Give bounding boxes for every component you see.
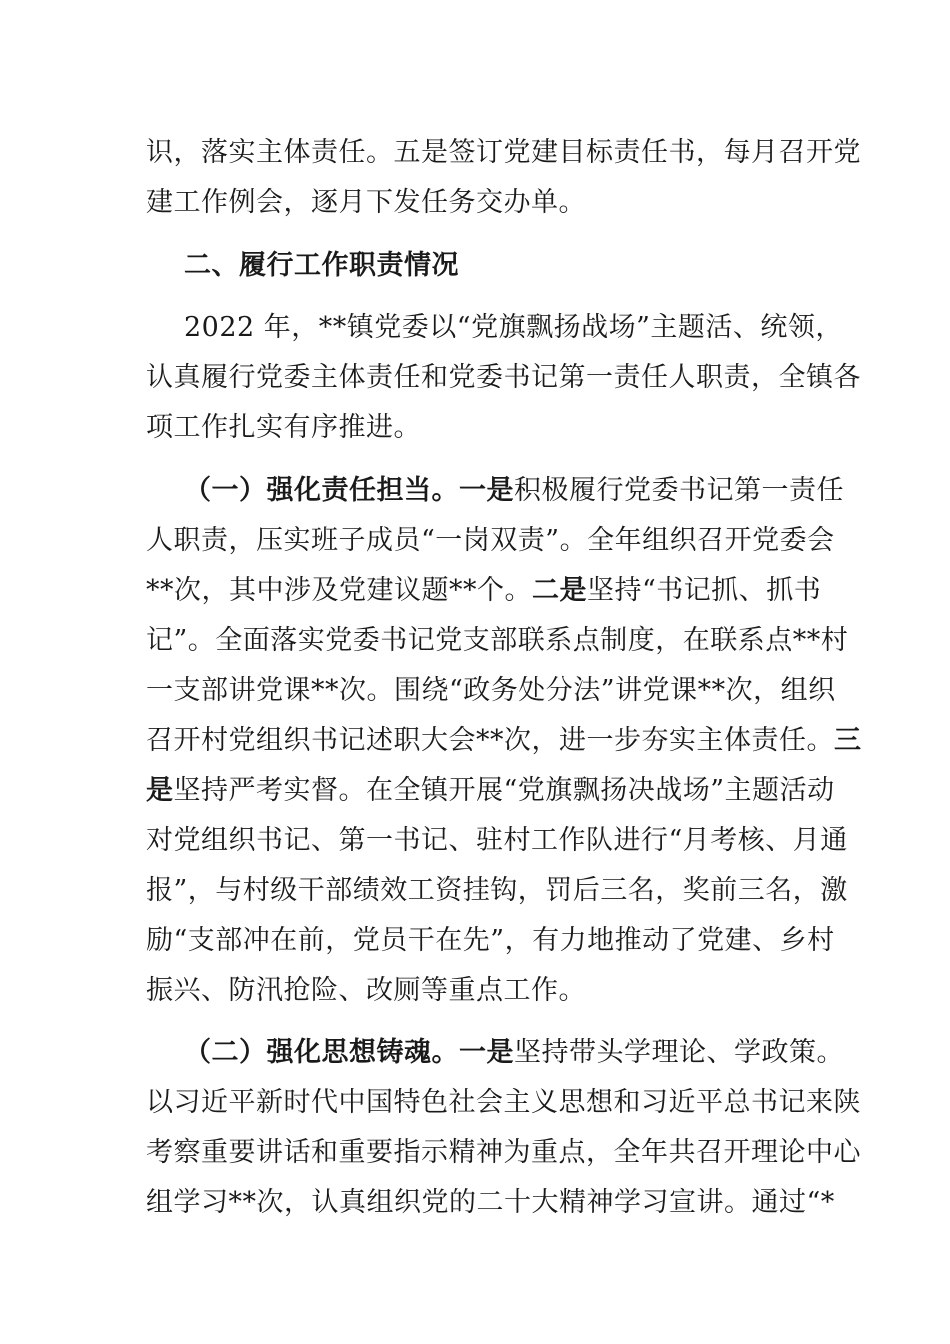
- text-line: [146, 571, 822, 611]
- lead-marker: 一是: [459, 1037, 514, 1068]
- text-line: [146, 771, 835, 811]
- text-line: 一支部讲党课**次。围绕“政务处分法”讲党课**次，组织: [146, 675, 836, 706]
- text-run: 积极履行党委书记第一责任: [514, 475, 844, 506]
- text-line: 以习近平新时代中国特色社会主义思想和习近平总书记来陕: [146, 1087, 861, 1118]
- text-run: 坚持“书记抓、抓书: [587, 575, 822, 606]
- lead-marker: 是: [146, 775, 174, 806]
- text-line: [146, 721, 862, 761]
- text-line: 报”，与村级干部绩效工资挂钩，罚后三名，奖前三名，激: [146, 875, 848, 906]
- text-line: 认真履行党委主体责任和党委书记第一责任人职责，全镇各: [146, 362, 861, 393]
- text-line: 组学习**次，认真组织党的二十大精神学习宣讲。通过“*: [146, 1187, 835, 1218]
- lead-marker: 二是: [532, 575, 587, 606]
- text-run: 召开村党组织书记述职大会**次，进一步夯实主体责任。: [146, 725, 834, 756]
- subsection-heading: （二）强化思想铸魂。: [184, 1037, 459, 1068]
- text-line: 记”。全面落实党委书记党支部联系点制度，在联系点**村: [146, 625, 849, 656]
- text-run: **次，其中涉及党建议题**个。: [146, 575, 532, 606]
- text-run: 坚持严考实督。在全镇开展“党旗飘扬决战场”主题活动: [173, 775, 835, 806]
- text-line: 建工作例会，逐月下发任务交办单。: [146, 187, 586, 218]
- text-run: 坚持带头学理论、学政策。: [514, 1037, 844, 1068]
- paragraph-first-line: [184, 1033, 844, 1073]
- paragraph-first-line: [184, 471, 844, 511]
- lead-marker: 一是: [459, 475, 514, 506]
- text-line: 励“支部冲在前，党员干在先”，有力地推动了党建、乡村: [146, 925, 835, 956]
- text-line: 2022 年，**镇党委以“党旗飘扬战场”主题活、统领，: [184, 312, 843, 343]
- section-heading: 二、履行工作职责情况: [184, 250, 459, 281]
- text-line: 考察重要讲话和重要指示精神为重点，全年共召开理论中心: [146, 1137, 861, 1168]
- lead-marker: 三: [834, 725, 862, 756]
- text-line: 对党组织书记、第一书记、驻村工作队进行“月考核、月通: [146, 825, 848, 856]
- text-line: 识，落实主体责任。五是签订党建目标责任书，每月召开党: [146, 137, 861, 168]
- text-line: 振兴、防汛抢险、改厕等重点工作。: [146, 975, 586, 1006]
- subsection-heading: （一）强化责任担当。: [184, 475, 459, 506]
- text-line: 项工作扎实有序推进。: [146, 412, 421, 443]
- text-line: 人职责，压实班子成员“一岗双责”。全年组织召开党委会: [146, 525, 835, 556]
